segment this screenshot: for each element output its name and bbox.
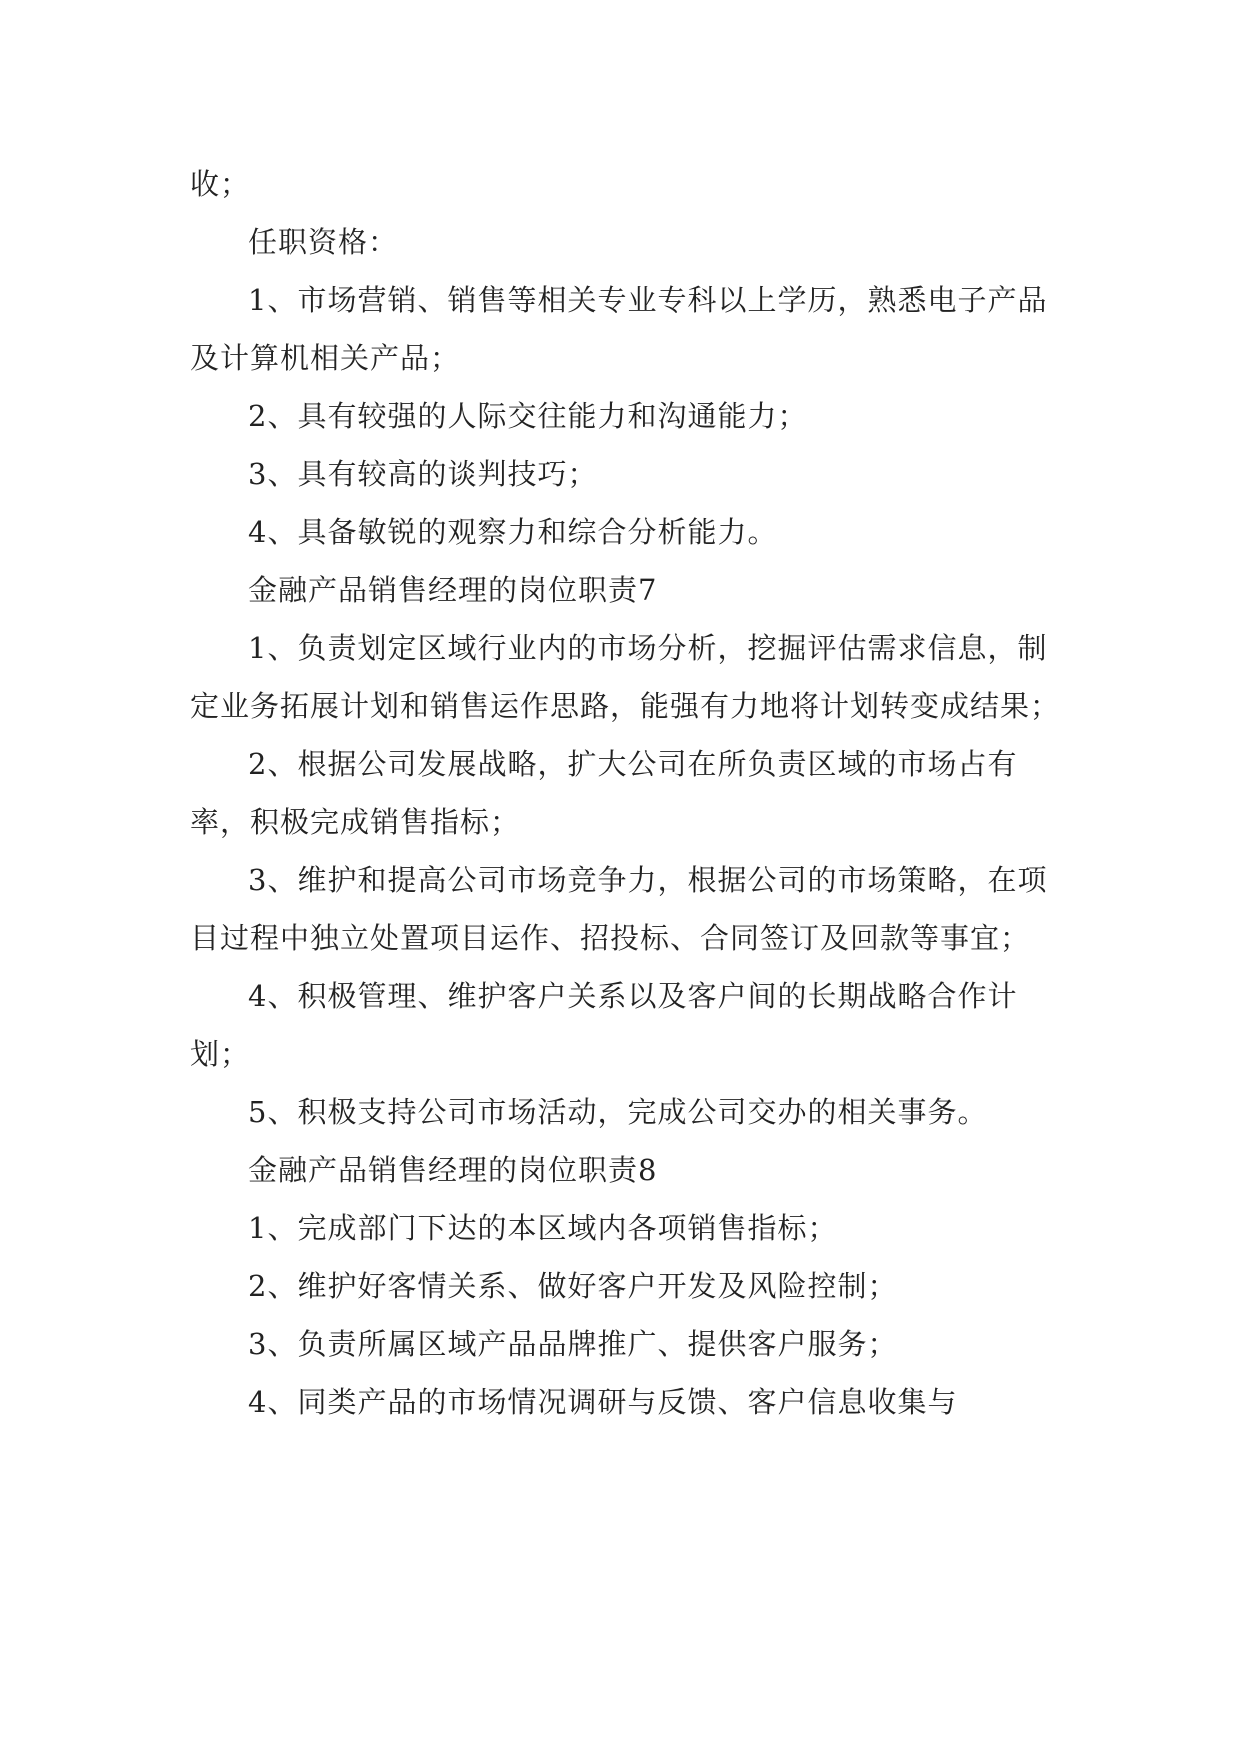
- paragraph-duty-7-1: 1、负责划定区域行业内的市场分析，挖掘评估需求信息，制定业务拓展计划和销售运作思路，能强有力地将计划转变成结果；: [190, 631, 1061, 723]
- paragraph-qualification-1: 1、市场营销、销售等相关专业专科以上学历，熟悉电子产品及计算机相关产品；: [190, 283, 1048, 375]
- paragraph-continuation: 收；: [190, 167, 251, 201]
- paragraph-qualification-4: 4、具备敏锐的观察力和综合分析能力。: [248, 515, 778, 549]
- paragraph-duty-8-3: 3、负责所属区域产品品牌推广、提供客户服务；: [248, 1327, 898, 1361]
- section-heading-7: 金融产品销售经理的岗位职责7: [248, 573, 658, 607]
- paragraph-duty-7-4: 4、积极管理、维护客户关系以及客户间的长期战略合作计划；: [190, 979, 1018, 1071]
- section-heading-8: 金融产品销售经理的岗位职责8: [248, 1153, 658, 1187]
- paragraph-qualifications-heading: 任职资格：: [248, 225, 399, 259]
- paragraph-qualification-3: 3、具有较高的谈判技巧；: [248, 457, 598, 491]
- paragraph-duty-8-1: 1、完成部门下达的本区域内各项销售指标；: [248, 1211, 838, 1245]
- paragraph-duty-8-2: 2、维护好客情关系、做好客户开发及风险控制；: [248, 1269, 898, 1303]
- paragraph-duty-7-3: 3、维护和提高公司市场竞争力，根据公司的市场策略，在项目过程中独立处置项目运作、招投标、合同签订及回款等事宜；: [190, 863, 1048, 955]
- paragraph-duty-7-5: 5、积极支持公司市场活动，完成公司交办的相关事务。: [248, 1095, 988, 1129]
- document-body: [190, 155, 1070, 1431]
- paragraph-duty-7-2: 2、根据公司发展战略，扩大公司在所负责区域的市场占有率，积极完成销售指标；: [190, 747, 1018, 839]
- paragraph-duty-8-4: 4、同类产品的市场情况调研与反馈、客户信息收集与: [248, 1385, 958, 1419]
- paragraph-qualification-2: 2、具有较强的人际交往能力和沟通能力；: [248, 399, 808, 433]
